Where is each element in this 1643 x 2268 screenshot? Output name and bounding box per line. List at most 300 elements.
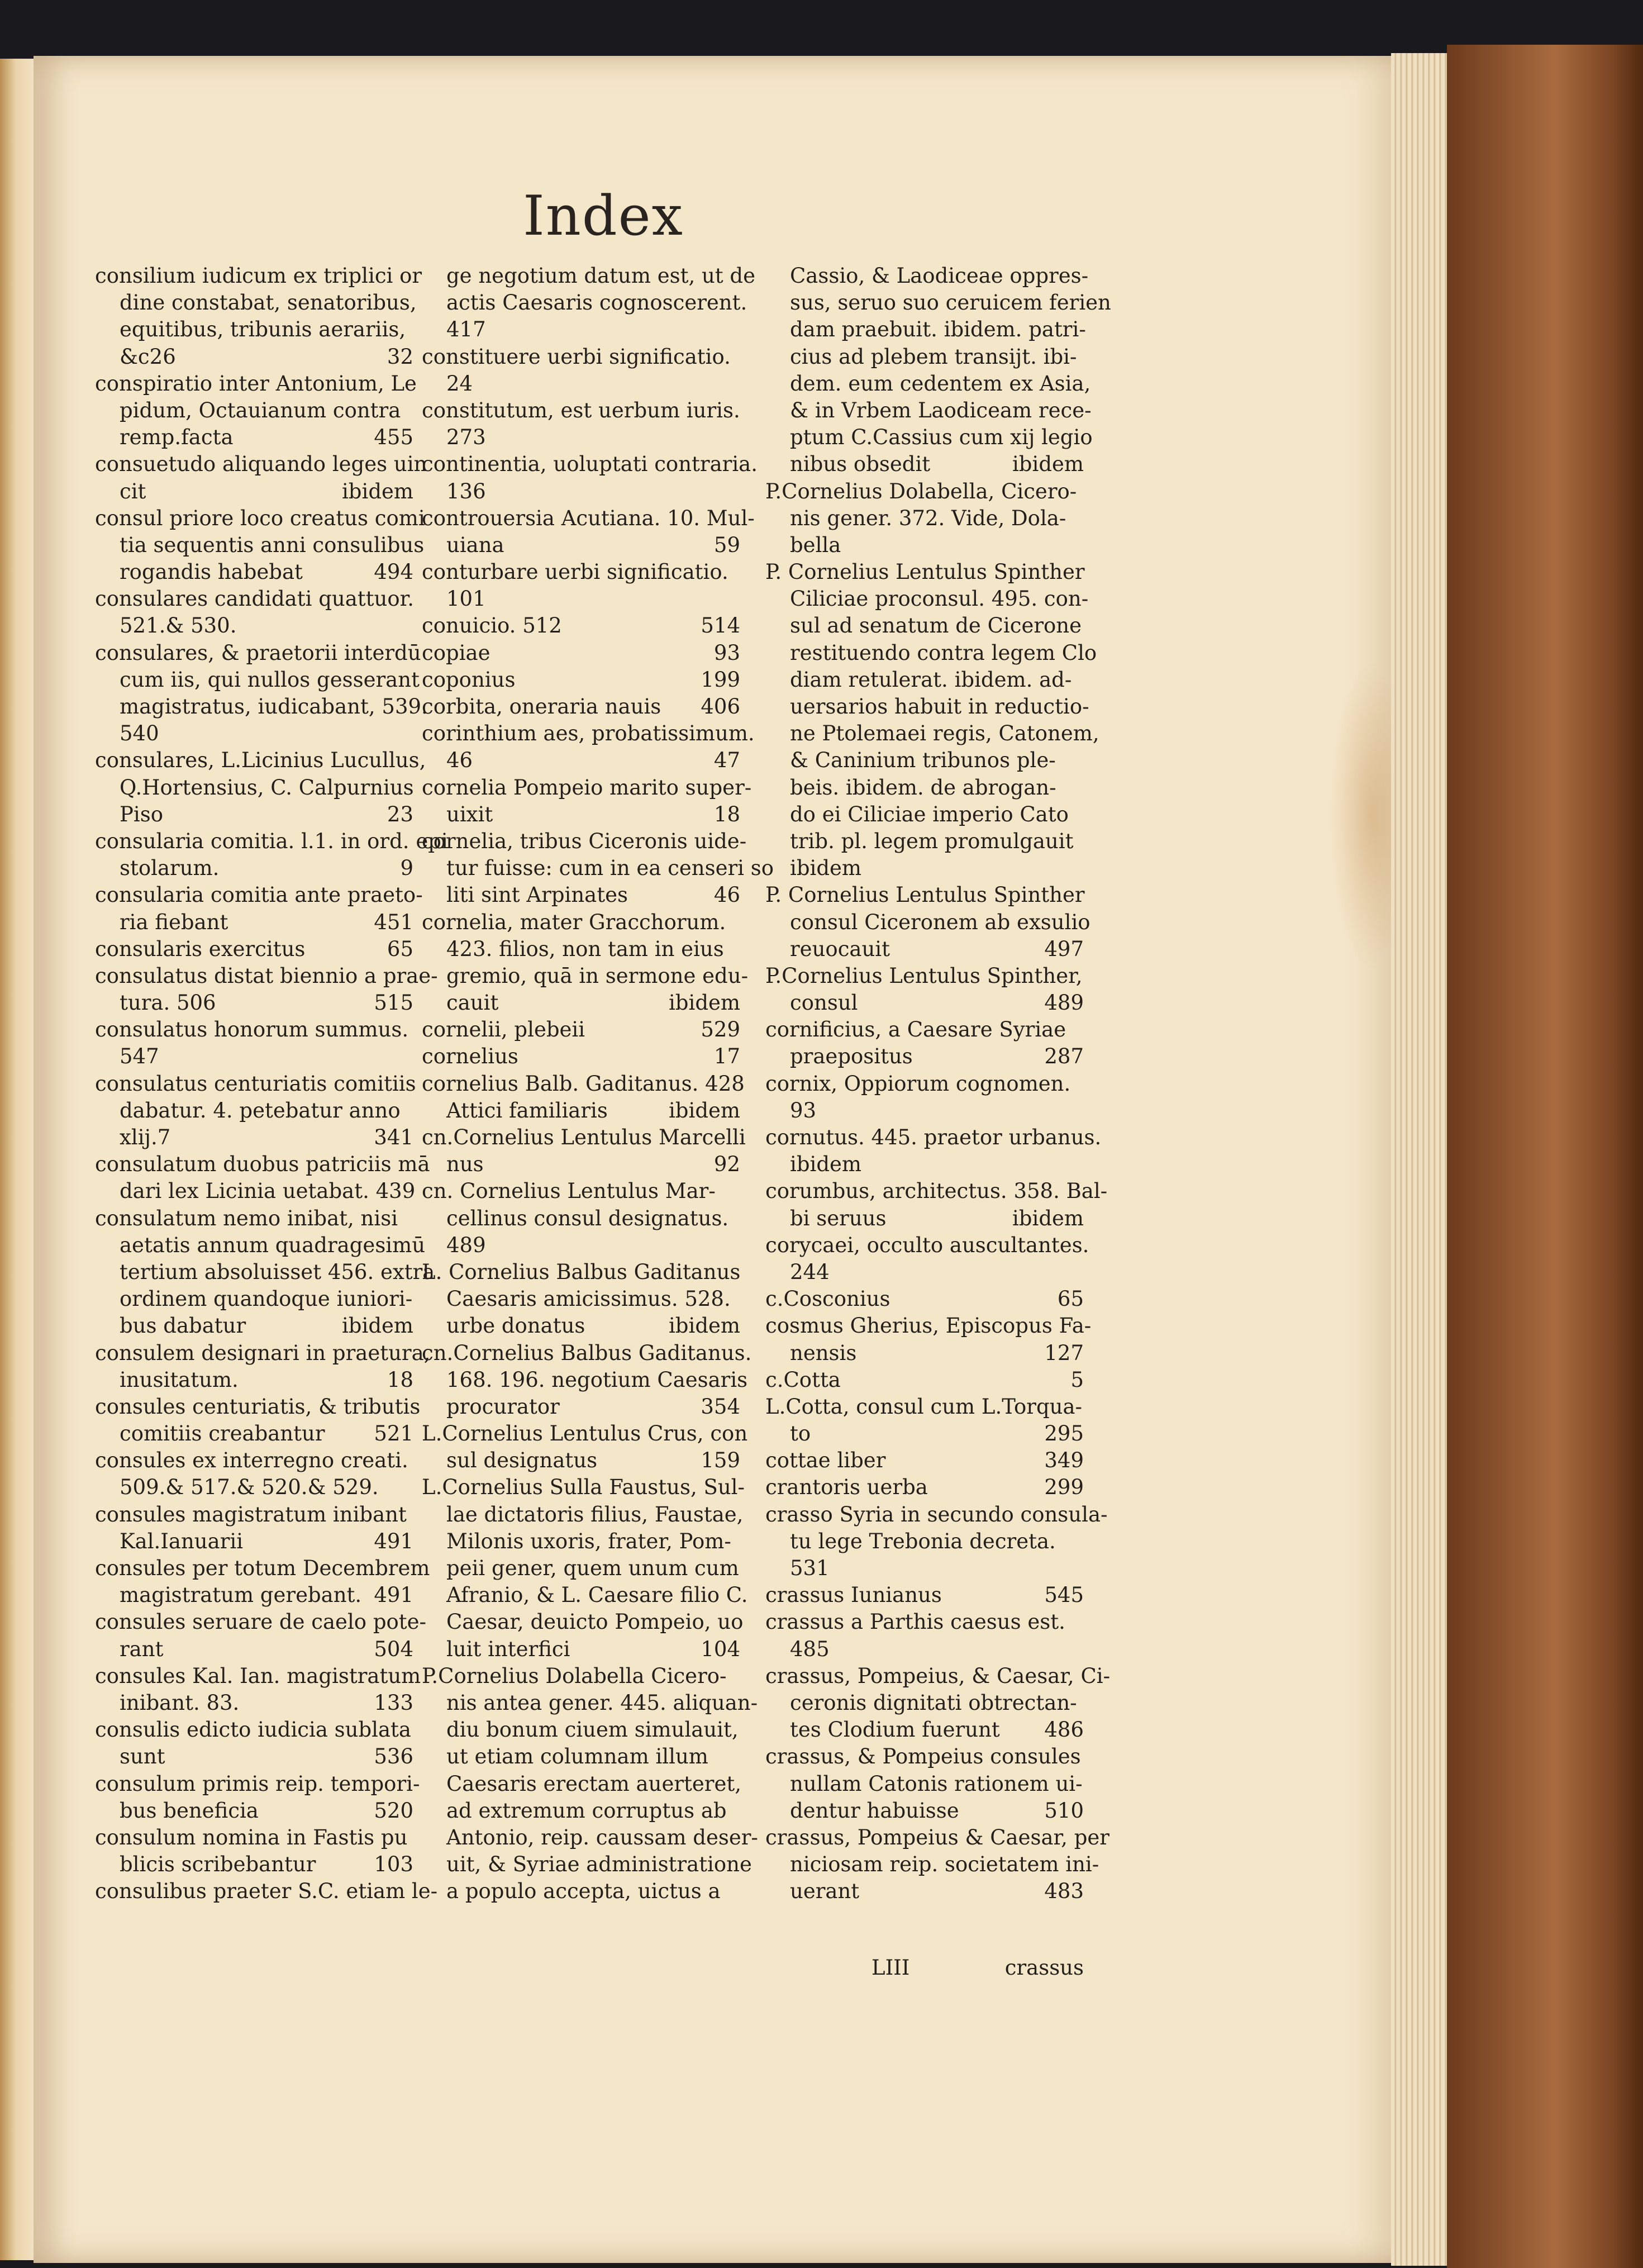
- index-line: [765, 451, 1084, 478]
- index-line: [422, 1663, 740, 1690]
- index-column-1: [95, 263, 448, 1905]
- index-entry-text: peii gener, quem unum cum: [446, 1556, 739, 1580]
- index-entry-text: cius ad plebem transijt. ibi-: [790, 344, 1077, 369]
- index-entry-text: nibus obsedit: [790, 452, 931, 477]
- index-entry-text: urbe donatus: [446, 1314, 585, 1338]
- index-entry-text: blicis scribebantur: [120, 1852, 316, 1877]
- index-line: [95, 289, 417, 316]
- index-line: [95, 640, 421, 667]
- index-line: [95, 586, 413, 612]
- index-line: [422, 1690, 758, 1717]
- index-entry-text: praepositus: [790, 1044, 913, 1069]
- index-entry-text: dari lex Licinia uetabat. 439: [120, 1179, 416, 1204]
- index-entry-text: c.Cotta: [765, 1367, 841, 1392]
- index-line: [422, 882, 740, 909]
- index-line: [95, 1771, 420, 1798]
- index-line: [95, 532, 425, 559]
- index-entry-text: L.Cornelius Lentulus Crus, con: [422, 1421, 748, 1446]
- index-line: [765, 1232, 1089, 1259]
- index-entry-text: cornificius, a Caesare Syriae: [765, 1017, 1066, 1042]
- index-line: [765, 1528, 1084, 1555]
- index-entry-text: ad extremum corruptus ab: [446, 1798, 727, 1823]
- index-entry-text: P. Cornelius Lentulus Spinther: [765, 883, 1085, 907]
- index-entry-text: consules seruare de caelo pote-: [95, 1610, 427, 1634]
- index-page-ref: 127: [1044, 1340, 1084, 1365]
- index-line: [422, 424, 740, 451]
- index-entry-text: remp.facta: [120, 425, 234, 450]
- index-page-ref: 521: [374, 1421, 413, 1446]
- index-line: [422, 1771, 740, 1798]
- index-page-ref: 486: [1044, 1718, 1084, 1742]
- index-entry-text: cottae liber: [765, 1448, 886, 1473]
- index-entry-text: P. Cornelius Lentulus Spinther: [765, 560, 1085, 584]
- index-entry-text: cornelia, mater Gracchorum.: [422, 910, 726, 934]
- index-line: [95, 1663, 421, 1690]
- index-line: [422, 1447, 740, 1474]
- index-line: [422, 774, 752, 801]
- index-entry-text: c.Cosconius: [765, 1287, 890, 1311]
- index-line: [422, 1205, 740, 1232]
- index-entry-text: tur fuisse: cum in ea censeri so: [446, 856, 774, 881]
- index-line: [765, 747, 1084, 774]
- index-line: [95, 1447, 413, 1474]
- index-entry-text: 423. filios, non tam in eius: [446, 936, 724, 961]
- index-line: [422, 344, 740, 370]
- index-line: [765, 1824, 1109, 1851]
- index-entry-text: ibidem: [790, 856, 862, 881]
- index-line: [765, 1878, 1084, 1905]
- index-entry-text: tu lege Trebonia decreta.: [790, 1529, 1056, 1553]
- index-line: [765, 532, 1084, 559]
- index-line: [765, 1771, 1084, 1798]
- index-line: [765, 693, 1089, 720]
- index-line: [95, 1205, 413, 1232]
- index-column-2: [422, 263, 774, 1905]
- index-line: [422, 909, 740, 936]
- index-line: [95, 963, 438, 990]
- index-line: [95, 936, 413, 963]
- index-entry-text: consules Kal. Ian. magistratum: [95, 1663, 421, 1688]
- index-entry-text: dentur habuisse: [790, 1798, 959, 1823]
- index-page-ref: 341: [374, 1125, 413, 1149]
- index-entry-text: diu bonum ciuem simulauit,: [446, 1718, 739, 1742]
- index-entry-text: consularia comitia. l.1. in ord. epi: [95, 829, 448, 853]
- index-entry-text: controuersia Acutiana. 10. Mul-: [422, 506, 755, 530]
- index-line: [422, 1367, 748, 1394]
- index-line: [765, 882, 1084, 909]
- index-page-ref: ibidem: [341, 479, 413, 503]
- index-page-ref: 199: [701, 667, 740, 692]
- index-line: [422, 1394, 740, 1420]
- index-entry-text: corinthium aes, probatissimum.: [422, 721, 755, 746]
- index-page-ref: 287: [1044, 1044, 1084, 1069]
- index-line: [422, 1878, 740, 1905]
- index-entry-text: equitibus, tribunis aerariis,: [120, 317, 406, 342]
- index-entry-text: Caesaris erectam auerteret,: [446, 1771, 742, 1796]
- index-line: [765, 1582, 1084, 1609]
- index-page-ref: 489: [1044, 991, 1084, 1015]
- index-entry-text: 168. 196. negotium Caesaris: [446, 1367, 748, 1392]
- index-page-ref: 483: [1044, 1879, 1084, 1904]
- index-entry-text: nensis: [790, 1340, 857, 1365]
- index-line: [95, 774, 413, 801]
- index-entry-text: consul: [790, 991, 858, 1015]
- index-line: [422, 1824, 758, 1851]
- index-line: [422, 1528, 740, 1555]
- index-entry-text: cornix, Oppiorum cognomen.: [765, 1071, 1071, 1096]
- index-line: [95, 693, 428, 720]
- index-entry-text: consules ex interregno creati.: [95, 1448, 408, 1473]
- index-entry-text: consulis edicto iudicia sublata: [95, 1718, 411, 1742]
- index-entry-text: consulatus honorum summus.: [95, 1017, 409, 1042]
- index-entry-text: bus beneficia: [120, 1798, 259, 1823]
- index-entry-text: ibidem: [790, 1152, 862, 1177]
- index-line: [95, 1474, 413, 1501]
- index-entry-text: 485: [790, 1637, 830, 1661]
- index-line: [95, 1743, 413, 1770]
- index-entry-text: conuicio. 512: [422, 614, 562, 638]
- index-line: [95, 1582, 413, 1609]
- index-line: [422, 532, 740, 559]
- index-entry-text: consules magistratum inibant: [95, 1502, 407, 1527]
- index-entry-text: diam retulerat. ibidem. ad-: [790, 667, 1072, 692]
- index-line: [765, 1851, 1099, 1878]
- index-entry-text: restituendo contra legem Clo: [790, 640, 1097, 665]
- index-line: [95, 1717, 413, 1743]
- index-line: [95, 1367, 413, 1394]
- index-line: [765, 1097, 1084, 1124]
- index-entry-text: consulibus praeter S.C. etiam le-: [95, 1879, 438, 1904]
- index-line: [765, 1447, 1084, 1474]
- index-line: [765, 990, 1084, 1016]
- index-line: [765, 612, 1084, 639]
- index-line: [765, 1286, 1084, 1313]
- index-line: [422, 586, 740, 612]
- index-page-ref: 32: [387, 344, 413, 369]
- index-line: [422, 855, 774, 882]
- index-entry-text: 136: [446, 479, 486, 503]
- index-line: [765, 801, 1084, 828]
- index-line: [422, 1420, 748, 1447]
- index-line: [422, 1097, 740, 1124]
- index-entry-text: constitutum, est uerbum iuris.: [422, 398, 740, 422]
- index-entry-text: consulatus distat biennio a prae-: [95, 963, 438, 988]
- index-line: [422, 1340, 752, 1367]
- index-line: [765, 1313, 1092, 1339]
- index-page-ref: ibidem: [341, 1314, 413, 1338]
- index-line: [422, 370, 740, 397]
- index-line: [422, 693, 740, 720]
- index-line: [95, 1690, 413, 1717]
- index-entry-text: cornelia Pompeio marito super-: [422, 775, 752, 800]
- index-page-ref: 65: [387, 936, 413, 961]
- index-line: [422, 1016, 740, 1043]
- index-entry-text: consuetudo aliquando leges uin: [95, 452, 427, 477]
- index-line: [422, 1178, 740, 1205]
- index-line: [95, 505, 425, 532]
- index-line: [95, 1528, 413, 1555]
- index-line: [95, 424, 413, 451]
- index-entry-text: ceronis dignitati obtrectan-: [790, 1690, 1077, 1715]
- index-line: [95, 1043, 413, 1070]
- index-entry-text: Caesaris amicissimus. 528.: [446, 1287, 731, 1311]
- index-entry-text: dam praebuit. ibidem. patri-: [790, 317, 1086, 342]
- index-line: [765, 1043, 1084, 1070]
- index-entry-text: ordinem quandoque iuniori-: [120, 1287, 413, 1311]
- index-entry-text: consulares, L.Licinius Lucullus,: [95, 748, 426, 773]
- index-entry-text: corumbus, architectus. 358. Bal-: [765, 1179, 1108, 1204]
- index-entry-text: consulem designari in praetura,: [95, 1340, 431, 1365]
- index-entry-text: pidum, Octauianum contra: [120, 398, 401, 422]
- index-line: [422, 720, 755, 747]
- index-page-ref: 295: [1044, 1421, 1084, 1446]
- index-entry-text: inibant. 83.: [120, 1690, 240, 1715]
- index-entry-text: cn.Cornelius Balbus Gaditanus.: [422, 1340, 752, 1365]
- index-entry-text: P.Cornelius Dolabella, Cicero-: [765, 479, 1077, 503]
- index-page-ref: 515: [374, 991, 413, 1015]
- index-entry-text: cn. Cornelius Lentulus Mar-: [422, 1179, 716, 1204]
- index-entry-text: Attici familiaris: [446, 1098, 608, 1123]
- index-entry-text: sus, seruo suo ceruicem ferien: [790, 291, 1111, 315]
- index-entry-text: Q.Hortensius, C. Calpurnius: [120, 775, 414, 800]
- index-entry-text: crantoris uerba: [765, 1475, 928, 1500]
- index-entry-text: nullam Catonis rationem ui-: [790, 1771, 1083, 1796]
- index-page-ref: 349: [1044, 1448, 1084, 1473]
- index-entry-text: conspiratio inter Antonium, Le: [95, 371, 417, 396]
- index-entry-text: L.Cornelius Sulla Faustus, Sul-: [422, 1475, 745, 1500]
- index-entry-text: crasso Syria in secundo consula-: [765, 1502, 1108, 1527]
- signature-mark: LIII: [871, 1956, 910, 1980]
- index-line: [422, 1582, 748, 1609]
- index-entry-text: nis antea gener. 445. aliquan-: [446, 1690, 758, 1715]
- index-entry-text: tura. 506: [120, 991, 216, 1015]
- index-line: [765, 1071, 1084, 1097]
- index-line: [765, 936, 1084, 963]
- index-entry-text: 531: [790, 1556, 830, 1580]
- index-line: [95, 1878, 438, 1905]
- index-entry-text: xlij.7: [120, 1125, 171, 1149]
- index-entry-text: 489: [446, 1233, 486, 1257]
- index-line: [95, 1555, 430, 1582]
- index-line: [422, 505, 755, 532]
- index-line: [765, 855, 1084, 882]
- index-line: [765, 586, 1089, 612]
- index-entry-text: rogandis habebat: [120, 560, 303, 584]
- index-entry-text: Ciliciae proconsul. 495. con-: [790, 587, 1089, 611]
- index-page-ref: 504: [374, 1637, 413, 1661]
- index-line: [765, 1420, 1084, 1447]
- index-line: [422, 1124, 746, 1151]
- index-entry-text: consulatum duobus patriciis mā: [95, 1152, 430, 1177]
- index-page-ref: 299: [1044, 1475, 1084, 1500]
- index-line: [95, 451, 427, 478]
- index-line: [765, 1798, 1084, 1824]
- index-page-ref: 46: [713, 883, 740, 907]
- index-line: [95, 855, 413, 882]
- index-entry-text: 244: [790, 1259, 830, 1284]
- index-entry-text: gremio, quā in sermone edu-: [446, 963, 749, 988]
- index-entry-text: tertium absoluisset 456. extra: [120, 1259, 435, 1284]
- index-line: [765, 1124, 1102, 1151]
- index-line: [765, 1636, 1084, 1663]
- index-page-ref: 47: [713, 748, 740, 773]
- index-page-ref: 536: [374, 1744, 413, 1769]
- index-entry-text: 46: [446, 748, 473, 773]
- index-line: [422, 316, 740, 343]
- index-entry-text: L.Cotta, consul cum L.Torqua-: [765, 1394, 1083, 1419]
- index-entry-text: actis Caesaris cognoscerent.: [446, 291, 747, 315]
- index-entry-text: crassus, Pompeius & Caesar, per: [765, 1825, 1109, 1849]
- index-line: [95, 1420, 413, 1447]
- index-line: [765, 1717, 1084, 1743]
- index-entry-text: uiana: [446, 532, 504, 557]
- index-entry-text: 273: [446, 425, 486, 450]
- index-line: [765, 478, 1084, 505]
- index-line: [422, 1232, 740, 1259]
- index-line: [422, 478, 740, 505]
- index-line: [422, 1743, 740, 1770]
- index-entry-text: nis gener. 372. Vide, Dola-: [790, 506, 1066, 530]
- index-line: [765, 1394, 1084, 1420]
- index-line: [95, 1259, 435, 1286]
- index-entry-text: 24: [446, 371, 473, 396]
- index-line: [765, 1690, 1084, 1717]
- index-entry-text: sunt: [120, 1744, 165, 1769]
- index-entry-text: tes Clodium fuerunt: [790, 1718, 1000, 1742]
- index-entry-text: crassus, & Pompeius consules: [765, 1744, 1081, 1769]
- index-line: [765, 1609, 1084, 1635]
- index-line: [422, 1609, 744, 1635]
- index-line: [765, 1259, 1084, 1286]
- index-line: [765, 1340, 1084, 1367]
- index-entry-text: &c26: [120, 344, 176, 369]
- index-entry-text: cornelius: [422, 1044, 518, 1069]
- index-entry-text: cauit: [446, 991, 499, 1015]
- index-entry-text: crassus Iunianus: [765, 1583, 942, 1608]
- index-entry-text: luit interfici: [446, 1637, 570, 1661]
- index-line: [422, 801, 740, 828]
- index-entry-text: coponius: [422, 667, 516, 692]
- index-entry-text: P.Cornelius Lentulus Spinther,: [765, 963, 1083, 988]
- index-entry-text: bi seruus: [790, 1206, 887, 1230]
- index-line: [765, 1663, 1111, 1690]
- index-line: [95, 1071, 416, 1097]
- index-line: [422, 397, 740, 424]
- index-entry-text: & Caninium tribunos ple-: [790, 748, 1056, 773]
- index-entry-text: lae dictatoris filius, Faustae,: [446, 1502, 744, 1527]
- index-entry-text: Antonio, reip. caussam deser-: [446, 1825, 758, 1849]
- index-line: [765, 1501, 1108, 1528]
- index-line: [765, 1205, 1084, 1232]
- index-page-ref: 510: [1044, 1798, 1084, 1823]
- index-entry-text: uit, & Syriae administratione: [446, 1852, 752, 1877]
- index-line: [765, 1555, 1084, 1582]
- index-line: [765, 1178, 1108, 1205]
- index-page-ref: 92: [713, 1152, 740, 1177]
- index-page-ref: 9: [400, 856, 413, 881]
- index-entry-text: 93: [790, 1098, 817, 1123]
- index-entry-text: consulum nomina in Fastis pu: [95, 1825, 408, 1849]
- index-line: [95, 263, 422, 289]
- index-entry-text: corycaei, occulto auscultantes.: [765, 1233, 1089, 1257]
- index-line: [422, 963, 749, 990]
- index-entry-text: 540: [120, 721, 159, 746]
- index-entry-text: Milonis uxoris, frater, Pom-: [446, 1529, 731, 1553]
- index-line: [95, 1394, 421, 1420]
- index-line: [422, 1501, 744, 1528]
- index-line: [765, 505, 1084, 532]
- index-line: [765, 289, 1111, 316]
- index-entry-text: to: [790, 1421, 811, 1446]
- index-page-ref: 491: [374, 1529, 413, 1553]
- index-line: [422, 1043, 740, 1070]
- index-page-ref: 406: [701, 695, 740, 719]
- index-line: [765, 963, 1084, 990]
- index-entry-text: aetatis annum quadragesimū: [120, 1233, 426, 1257]
- index-line: [422, 1636, 740, 1663]
- index-line: [95, 1313, 413, 1339]
- index-entry-text: stolarum.: [120, 856, 220, 881]
- index-line: [765, 1743, 1084, 1770]
- index-entry-text: consulares candidati quattuor.: [95, 587, 415, 611]
- index-line: [422, 451, 758, 478]
- index-entry-text: continentia, uoluptati contraria.: [422, 452, 758, 477]
- index-page-ref: 59: [713, 532, 740, 557]
- index-line: [95, 1232, 426, 1259]
- index-line: [95, 1798, 413, 1824]
- index-entry-text: uersarios habuit in reductio-: [790, 695, 1089, 719]
- index-line: [422, 1851, 752, 1878]
- index-page-ref: 494: [374, 560, 413, 584]
- index-column-3: [765, 263, 1111, 1905]
- index-entry-text: cornelii, plebeii: [422, 1017, 585, 1042]
- index-line: [95, 1286, 413, 1313]
- index-entry-text: procurator: [446, 1394, 560, 1419]
- index-line: [95, 612, 413, 639]
- index-entry-text: ne Ptolemaei regis, Catonem,: [790, 721, 1099, 746]
- index-page-ref: 23: [387, 802, 413, 826]
- index-entry-text: a populo accepta, uictus a: [446, 1879, 721, 1904]
- index-line: [95, 747, 426, 774]
- index-line: [422, 828, 747, 855]
- index-entry-text: cornelius Balb. Gaditanus. 428: [422, 1071, 745, 1096]
- index-entry-text: sul ad senatum de Cicerone: [790, 614, 1082, 638]
- index-entry-text: corbita, oneraria nauis: [422, 695, 661, 719]
- index-entry-text: & in Vrbem Laodiceam rece-: [790, 398, 1092, 422]
- index-line: [765, 1367, 1084, 1394]
- index-line: [95, 1340, 431, 1367]
- index-line: [95, 316, 413, 343]
- index-line: [765, 370, 1091, 397]
- index-line: [765, 316, 1084, 343]
- index-line: [95, 909, 413, 936]
- index-line: [422, 1555, 740, 1582]
- index-page-ref: 520: [374, 1798, 413, 1823]
- index-entry-text: Cassio, & Laodiceae oppres-: [790, 264, 1089, 288]
- index-entry-text: ptum C.Cassius cum xij legio: [790, 425, 1093, 450]
- index-page-ref: 65: [1057, 1287, 1084, 1311]
- index-entry-text: consul priore loco creatus comi: [95, 506, 425, 530]
- index-entry-text: Piso: [120, 802, 163, 826]
- index-line: [95, 1636, 413, 1663]
- index-line: [95, 828, 448, 855]
- index-line: [765, 909, 1090, 936]
- index-entry-text: uerant: [790, 1879, 860, 1904]
- index-entry-text: crassus, Pompeius, & Caesar, Ci-: [765, 1663, 1111, 1688]
- index-page-ref: 93: [713, 640, 740, 665]
- index-line: [95, 882, 423, 909]
- index-entry-text: consules per totum Decembrem: [95, 1556, 430, 1580]
